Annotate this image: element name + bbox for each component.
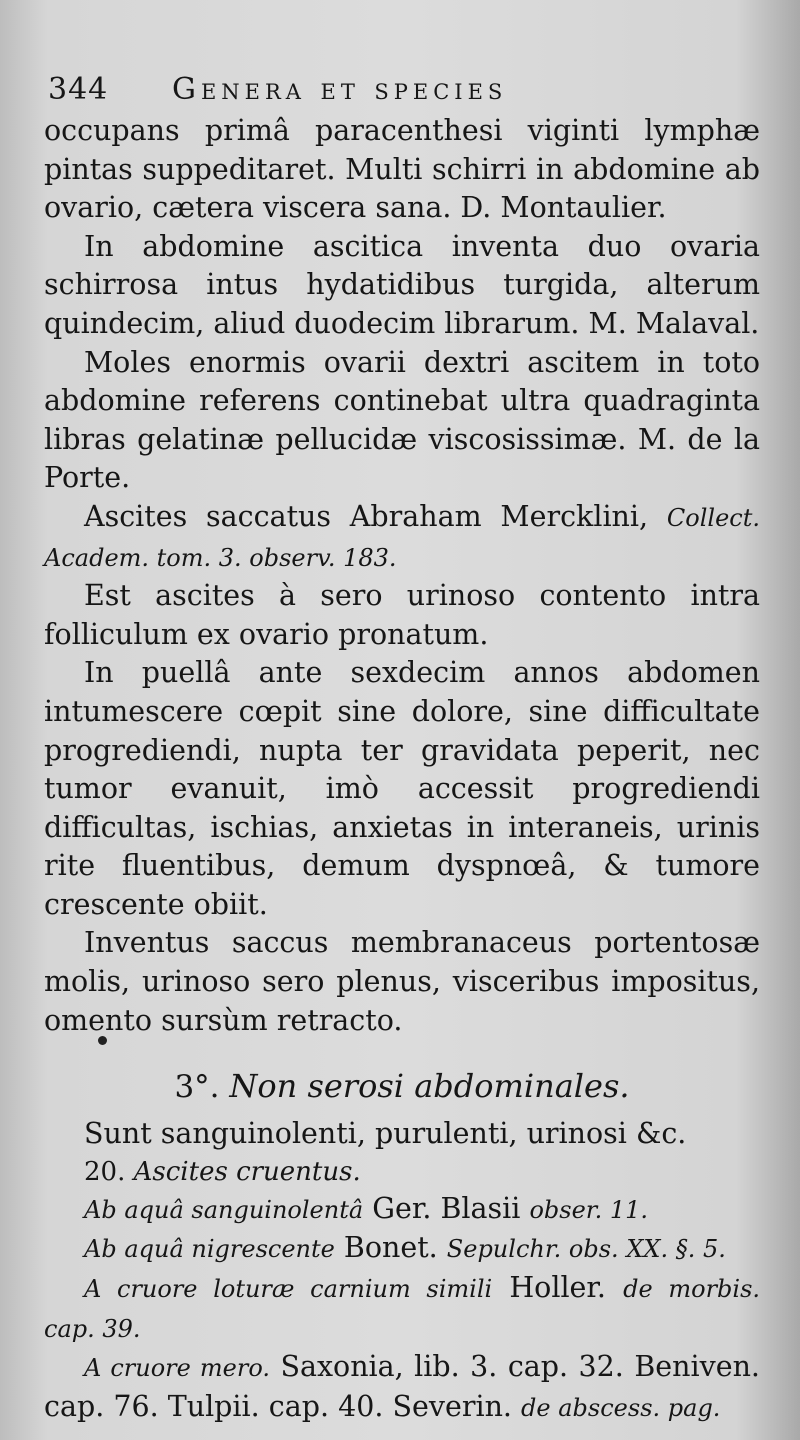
entry-reference: de morbis. cap. 39.	[44, 1275, 761, 1343]
entry-reference: obser. 11.	[529, 1195, 649, 1224]
saccatus-text: Ascites saccatus Abraham Mercklini,	[84, 499, 649, 533]
section-heading	[44, 1064, 760, 1109]
entry-author: Holler.	[509, 1271, 606, 1305]
entry-lead: Ab aquâ nigrescente	[84, 1235, 335, 1264]
entry-reference: de abscess. pag.	[521, 1393, 721, 1422]
entry-lead: A cruore loturæ carnium simili	[84, 1275, 493, 1304]
section-intro: Sunt sanguinolenti, purulenti, urinosi &c.	[84, 1117, 687, 1151]
subsection-heading	[44, 1154, 760, 1190]
entry-reference: Sepulchr. obs. XX. §. 5.	[446, 1235, 726, 1264]
entry-loturae	[44, 1269, 760, 1348]
subsection-number: 20.	[84, 1156, 126, 1187]
bullet-mark	[98, 1036, 107, 1045]
running-header	[48, 72, 760, 112]
running-title: Genera et species	[172, 72, 508, 107]
paragraph-saccatus	[44, 498, 760, 577]
paragraph-continued: occupans primâ paracenthesi viginti lymphæ pintas suppeditaret. Multi schirri in abdomine ab ovario, cætera viscera sana. D. Montaulier.	[44, 114, 760, 225]
section-title: Non serosi abdominales.	[229, 1067, 630, 1106]
page-body	[44, 112, 760, 1427]
entry-lead: A cruore mero.	[84, 1354, 270, 1383]
page-number: 344	[48, 72, 109, 107]
paragraph-findings: Inventus saccus membranaceus portentosæ molis, urinoso sero plenus, visceribus impositus, omento sursùm retracto.	[44, 926, 760, 1037]
paragraph-malaval: In abdomine ascitica inventa duo ovaria schirrosa intus hydatidibus turgida, alterum quindecim, aliud duodecim librarum. M. Malaval.	[44, 229, 760, 340]
entry-author: Ger. Blasii	[372, 1191, 521, 1225]
entry-lead: Ab aquâ sanguinolentâ	[84, 1195, 364, 1224]
entry-cruore-mero	[44, 1348, 760, 1427]
paragraph-definition: Est ascites à sero urinoso contento intra folliculum ex ovario pronatum.	[44, 579, 760, 651]
entry-sanguinolenta	[44, 1190, 760, 1230]
entry-nigrescente	[44, 1229, 760, 1269]
paragraph-porte: Moles enormis ovarii dextri ascitem in toto abdomine referens continebat ultra quadraginta libras gelatinæ pellucidæ viscosissimæ. M. de la Porte.	[44, 345, 760, 495]
section-number: 3°.	[174, 1069, 220, 1106]
entry-author: Saxonia, lib. 3. cap. 32. Beniven. cap. 76. Tulpii. cap. 40. Severin.	[44, 1350, 760, 1423]
saccatus-reference: Collect. Academ. tom. 3. observ. 183.	[44, 503, 760, 572]
paragraph-case: In puellâ ante sexdecim annos abdomen intumescere cœpit sine dolore, sine difficultate progrediendi, nupta ter gravidata peperit, nec tumor evanuit, imò accessit progrediendi difficultas, ischias, anxietas in interaneis, urinis rite fluentibus, demum dyspnœâ, & tumore crescente obiit.	[44, 656, 760, 921]
entry-author: Bonet.	[343, 1231, 438, 1265]
subsection-title: Ascites cruentus.	[133, 1156, 361, 1187]
